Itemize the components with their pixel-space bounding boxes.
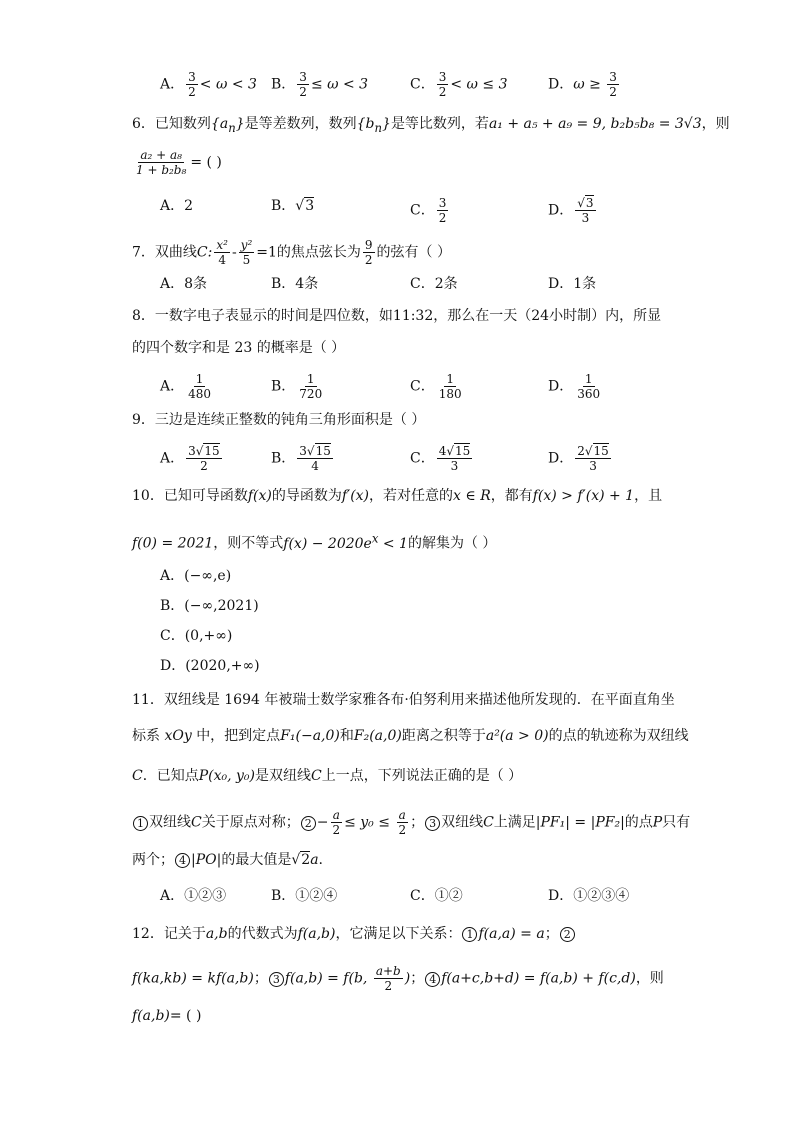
q9-option-c: C． $\frac{4√15}{3}$ bbox=[410, 444, 471, 473]
q7-option-c: C．2条 bbox=[410, 276, 458, 292]
q11-option-a: A．①②③ bbox=[160, 888, 227, 904]
q6-expression: $\frac{\text{a₂ + a₈}}{\text{1 + b₂b₈}}$ = ( ) bbox=[136, 148, 222, 177]
q9-option-d: D． $\frac{2√15}{3}$ bbox=[548, 444, 609, 473]
q5-option-c: C． $\frac{3}{2}$ < ω ≤ 3 bbox=[410, 70, 508, 99]
q6-stem: 6．已知数列$\{a_n\}$是等差数列，数列$\{b_n\}$是等比数列，若a₁ + a₅ + a₉ = 9, b₂b₅b₈ = 3√3，则 bbox=[132, 116, 730, 135]
q9-option-b: B． $\frac{3√15}{4}$ bbox=[271, 444, 331, 473]
q6-option-a: A．2 bbox=[160, 198, 194, 214]
q11-stem-line2: 标系 xOy 中，把到定点F₁(−a,0)和F₂(a,0)距离之积等于a²(a > 0)的点的轨迹称为双纽线 bbox=[132, 728, 689, 744]
q7-option-b: B．4条 bbox=[271, 276, 319, 292]
q12-stem-line3: f(a,b)= ( ) bbox=[132, 1008, 202, 1024]
q5-option-d: D．ω ≥ $\frac{3}{2}$ bbox=[548, 70, 617, 99]
q11-stem-line1: 11．双纽线是 1694 年被瑞士数学家雅各布·伯努利用来描述他所发现的．在平面直角坐 bbox=[132, 692, 675, 708]
q8-option-b: B． $\frac{1}{720}$ bbox=[271, 372, 323, 401]
q8-stem-line2: 的四个数字和是 23 的概率是（ ） bbox=[132, 340, 346, 356]
q11-stem-line5: 两个； 4 |PO|的最大值是√2a. bbox=[132, 852, 323, 868]
q12-stem-line1: 12．记关于a,b的代数式为f(a,b)，它满足以下关系： 1 f(a,a) = a； 2 bbox=[132, 924, 576, 944]
q10-option-d: D．(2020,+∞) bbox=[160, 658, 260, 674]
q8-option-d: D． $\frac{1}{360}$ bbox=[548, 372, 601, 401]
q10-option-a: A．(−∞,e) bbox=[160, 568, 232, 584]
q11-stem-line3: C．已知点P(x₀, y₀)是双纽线C上一点，下列说法正确的是（ ） bbox=[132, 768, 523, 784]
q8-option-a: A． $\frac{1}{480}$ bbox=[160, 372, 212, 401]
q11-option-d: D．①②③④ bbox=[548, 888, 630, 904]
q8-option-c: C． $\frac{1}{180}$ bbox=[410, 372, 462, 401]
q6-option-b: B．√3 bbox=[271, 198, 315, 214]
q9-stem: 9．三边是连续正整数的钝角三角形面积是（ ） bbox=[132, 412, 426, 428]
q7-stem: 7．双曲线C: $\frac{\text{x²}}{4}$ - $\frac{\text{y²}}{5}$ =1的焦点弦长为 $\frac{9}{2}$ 的弦有（ ） bbox=[132, 238, 451, 267]
q7-option-a: A．8条 bbox=[160, 276, 208, 292]
q10-stem-line2: f(0) = 2021，则不等式$f(x) - 2020e^x < 1$的解集为（ ） bbox=[132, 531, 497, 552]
q8-stem-line1: 8．一数字电子表显示的时间是四位数，如11:32，那么在一天（24小时制）内，所显 bbox=[132, 308, 662, 324]
q11-option-c: C．①② bbox=[410, 888, 463, 904]
q11-stem-line4: 1 双纽线C关于原点对称； 2 − $\frac{a}{2}$ ≤ y₀ ≤ $\frac{a}{2}$ ； 3 双纽线C上满足|PF₁| = |PF₂|的点P只有 bbox=[132, 808, 690, 837]
q6-option-c: C． $\frac{3}{2}$ bbox=[410, 196, 447, 225]
q7-option-d: D．1条 bbox=[548, 276, 597, 292]
q9-option-a: A． $\frac{3√15}{2}$ bbox=[160, 444, 220, 473]
q12-stem-line2: f(ka,kb) = kf(a,b)； 3 f(a,b) = f(b, $\frac{a+b}{2}$ )； 4 f(a+c,b+d) = f(a,b) + f(c,d)，则 bbox=[132, 964, 664, 993]
q10-option-b: B．(−∞,2021) bbox=[160, 598, 259, 614]
q11-option-b: B．①②④ bbox=[271, 888, 338, 904]
q5-option-b: B． $\frac{3}{2}$ ≤ ω < 3 bbox=[271, 70, 369, 99]
q5-option-a: A． $\frac{3}{2}$ < ω < 3 bbox=[160, 70, 257, 99]
q10-stem-line1: 10．已知可导函数f(x)的导函数为f′(x)，若对任意的x ∈ R，都有f(x) > f′(x) + 1，且 bbox=[132, 488, 663, 504]
q10-option-c: C．(0,+∞) bbox=[160, 628, 233, 644]
q6-option-d: D． $\frac{√3}{3}$ bbox=[548, 196, 594, 225]
